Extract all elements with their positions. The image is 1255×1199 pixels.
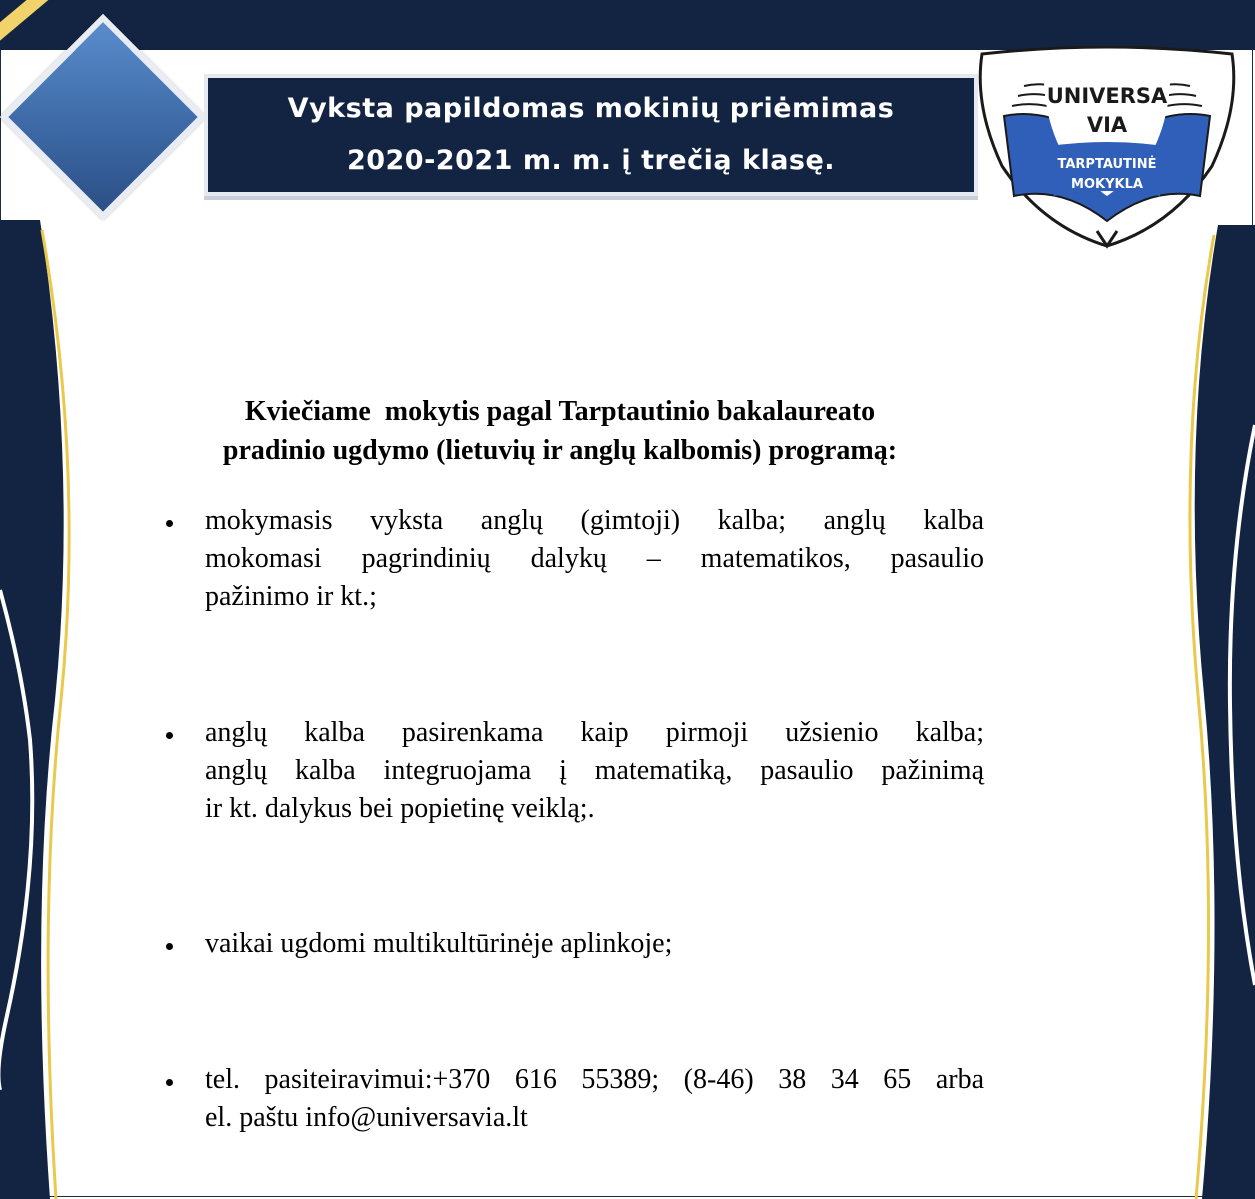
school-logo (972, 46, 1242, 252)
left-wave-decoration (0, 220, 80, 1199)
logo-text-universa: UNIVERSA (1046, 84, 1168, 108)
bullet-line: anglų kalba integruojama į matematiką, pasaulio pažinimą (205, 755, 984, 786)
bullet-icon (166, 943, 173, 950)
bullet-line: mokomasi pagrindinių dalykų – matematikos, pasaulio (205, 543, 984, 574)
bullet-text (205, 714, 984, 828)
bullet-line: ir kt. dalykus bei popietinę veiklą;. (205, 793, 595, 824)
headline-line-1: Vyksta papildomas mokinių priėmimas (287, 93, 895, 124)
bullet-line: anglų kalba pasirenkama kaip pirmoji užsienio kalba; (205, 717, 984, 748)
bullet-line: pažinimo ir kt.; (205, 581, 377, 612)
logo-text-via: VIA (1086, 113, 1128, 137)
top-bar (0, 0, 1255, 50)
right-wave-decoration (1180, 225, 1255, 1199)
bullet-line: tel. pasiteiravimui:+370 616 55389; (8-46) 38 34 65 arba (205, 1064, 984, 1095)
intro-heading (130, 392, 990, 470)
headline-line-2: 2020-2021 m. m. į trečią klasę. (346, 145, 836, 176)
bullet-line: vaikai ugdomi multikultūrinėje aplinkoje; (205, 928, 673, 959)
bullet-line: mokymasis vyksta anglų (gimtoji) kalba; anglų kalba (205, 505, 984, 536)
intro-line-1: Kviečiame mokytis pagal Tarptautinio bakalaureato (244, 396, 876, 427)
bullet-icon (166, 1079, 173, 1086)
bullet-text (205, 502, 984, 616)
logo-text-tarptautine: TARPTAUTINĖ (1057, 157, 1157, 172)
intro-line-2: pradinio ugdymo (lietuvių ir anglų kalbomis) programą: (222, 435, 898, 466)
bullet-line: el. paštu info@universavia.lt (205, 1102, 528, 1133)
bullet-text (205, 925, 984, 963)
bullet-icon (166, 732, 173, 739)
bullet-text (205, 1061, 984, 1137)
logo-text-mokykla: MOKYKLA (1071, 177, 1143, 192)
bullet-icon (166, 520, 173, 527)
headline-banner (204, 74, 978, 196)
